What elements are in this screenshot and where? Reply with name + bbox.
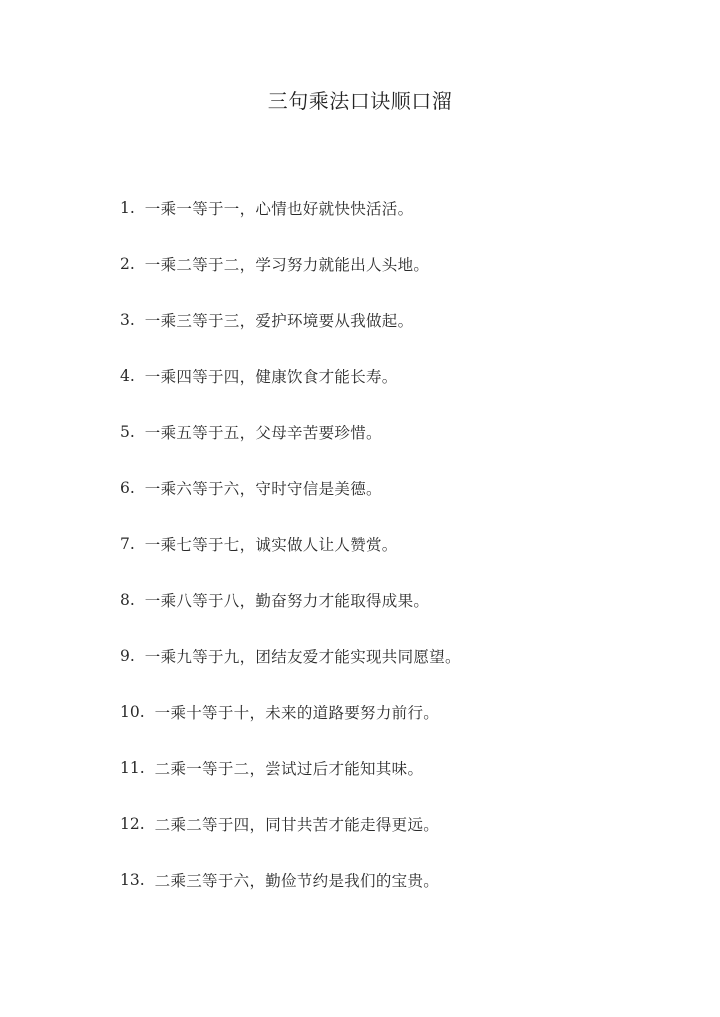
item-number: 13. (120, 871, 145, 889)
list-item (120, 756, 461, 780)
list-item (120, 700, 461, 724)
item-text: 一乘四等于四，健康饮食才能长寿。 (144, 368, 398, 386)
item-text: 一乘五等于五，父母辛苦要珍惜。 (144, 424, 382, 442)
list-item (120, 588, 461, 612)
item-text: 二乘一等于二，尝试过后才能知其味。 (154, 760, 424, 778)
item-text: 一乘六等于六，守时守信是美德。 (144, 480, 382, 498)
list-item (120, 532, 461, 556)
list-item (120, 252, 461, 276)
list-item (120, 420, 461, 444)
item-number: 9. (120, 647, 135, 665)
item-text: 二乘二等于四，同甘共苦才能走得更远。 (154, 816, 440, 834)
item-number: 3. (120, 311, 135, 329)
item-text: 一乘十等于十，未来的道路要努力前行。 (154, 704, 440, 722)
item-number: 4. (120, 367, 135, 385)
item-text: 二乘三等于六，勤俭节约是我们的宝贵。 (154, 872, 440, 890)
item-text: 一乘三等于三，爱护环境要从我做起。 (144, 312, 414, 330)
item-number: 8. (120, 591, 135, 609)
item-number: 12. (120, 815, 145, 833)
item-number: 6. (120, 479, 135, 497)
list-item (120, 364, 461, 388)
list-item (120, 868, 461, 892)
rhyme-list (120, 196, 461, 924)
item-number: 5. (120, 423, 135, 441)
item-number: 11. (120, 759, 145, 777)
page-title: 三句乘法口诀顺口溜 (267, 89, 453, 113)
item-text: 一乘一等于一，心情也好就快快活活。 (144, 200, 414, 218)
item-number: 7. (120, 535, 135, 553)
list-item (120, 644, 461, 668)
item-text: 一乘九等于九，团结友爱才能实现共同愿望。 (144, 648, 461, 666)
item-text: 一乘八等于八，勤奋努力才能取得成果。 (144, 592, 430, 610)
list-item (120, 812, 461, 836)
item-number: 10. (120, 703, 145, 721)
list-item (120, 308, 461, 332)
item-text: 一乘二等于二，学习努力就能出人头地。 (144, 256, 430, 274)
item-number: 2. (120, 255, 135, 273)
item-text: 一乘七等于七，诚实做人让人赞赏。 (144, 536, 398, 554)
item-number: 1. (120, 199, 135, 217)
list-item (120, 476, 461, 500)
list-item (120, 196, 461, 220)
